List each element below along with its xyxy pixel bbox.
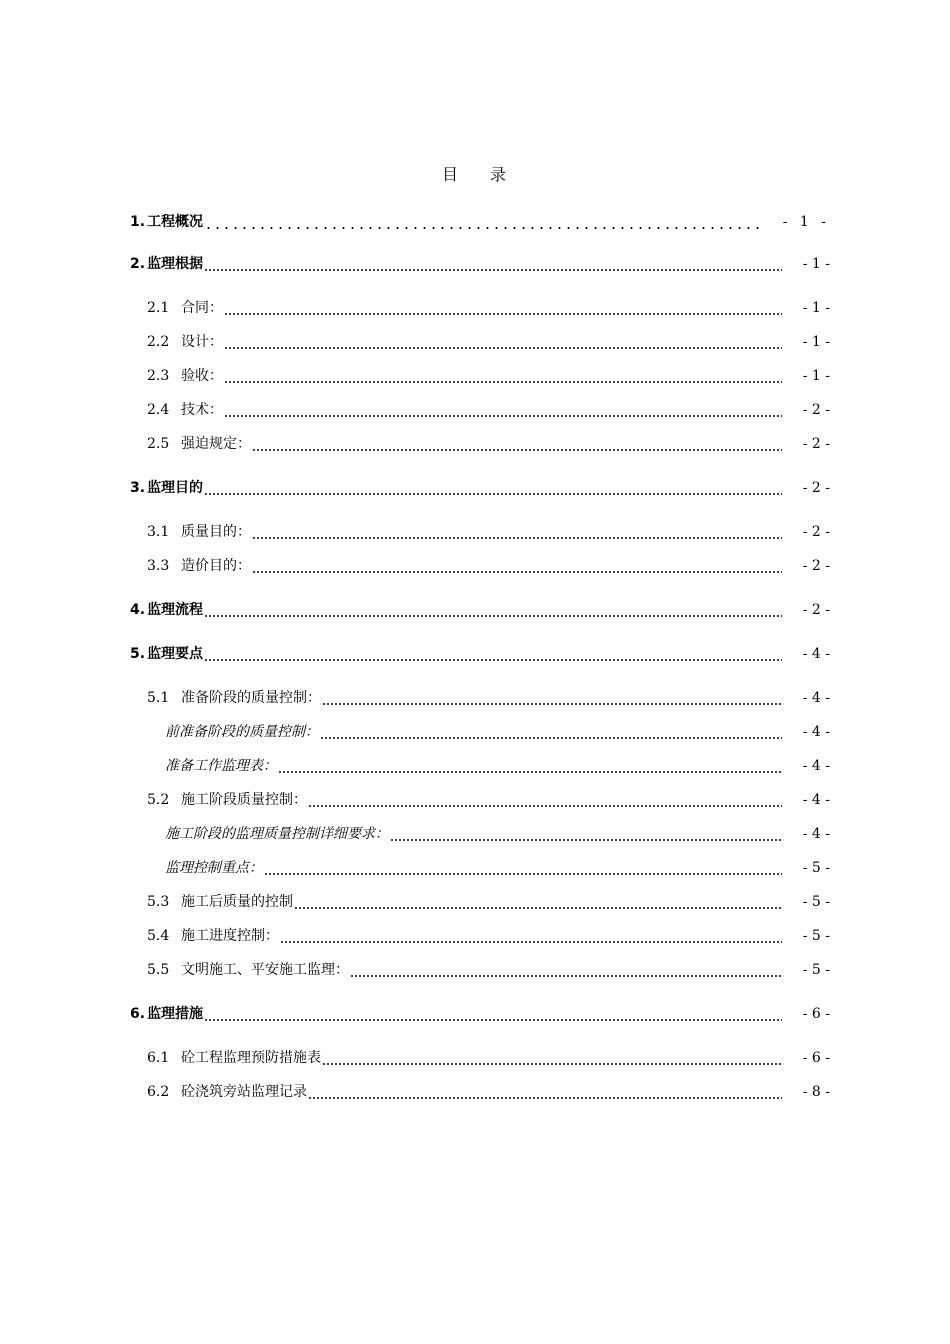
toc-entry-label <box>147 788 307 812</box>
toc-entry-page: - 1 - <box>802 334 830 350</box>
toc-entry-text: 监理流程 <box>147 602 204 618</box>
toc-dot-leader <box>224 398 782 422</box>
toc-entry-page: - 5 - <box>802 962 830 978</box>
toc-entry-page: - 4 - <box>802 758 830 774</box>
toc-dot-leader <box>264 856 782 880</box>
toc-dot-leader <box>308 788 782 812</box>
toc-entry-label <box>147 364 223 388</box>
toc-title-char: 录 <box>490 165 509 184</box>
toc-entry[interactable] <box>0 210 950 234</box>
toc-entry-page: - 8 - <box>802 1084 830 1100</box>
toc-entry-text: 前准备阶段的质量控制： <box>165 724 319 740</box>
toc-entry-label <box>147 1080 307 1104</box>
toc-title <box>0 162 950 185</box>
toc-entry-text: 监理措施 <box>147 1006 204 1022</box>
toc-entry-text: 准备工作监理表： <box>165 758 277 774</box>
toc-dot-leader <box>322 686 782 710</box>
toc-entry-page: - 6 - <box>802 1006 830 1022</box>
toc-entry-text: 准备阶段的质量控制： <box>181 690 321 706</box>
toc-entry-number: 2. <box>130 256 146 272</box>
toc-entry-page: - 4 - <box>802 724 830 740</box>
toc-dot-leader <box>224 296 782 320</box>
toc-dot-leader <box>308 1080 782 1104</box>
toc-entry-label <box>147 924 279 948</box>
toc-entry-page: - 4 - <box>802 690 830 706</box>
toc-entry-text: 文明施工、平安施工监理： <box>181 962 349 978</box>
toc-entry-text: 监理要点 <box>147 646 204 662</box>
toc-entry-number: 5.5 <box>147 962 170 978</box>
toc-entry-label <box>147 398 223 422</box>
toc-dot-leader <box>204 1002 782 1026</box>
toc-entry-number: 4. <box>130 602 146 618</box>
toc-entry-text: 施工阶段的监理质量控制详细要求： <box>165 826 389 842</box>
toc-entry-label <box>130 476 203 500</box>
toc-entry-label <box>130 598 203 622</box>
toc-entry-label <box>147 554 251 578</box>
toc-entry-number: 6.2 <box>147 1084 170 1100</box>
toc-entry-label <box>147 296 223 320</box>
toc-dot-leader <box>224 330 782 354</box>
toc-entry-page: - 5 - <box>802 860 830 876</box>
toc-entry[interactable] <box>0 554 950 578</box>
toc-entry-text: 监理根据 <box>147 256 204 272</box>
toc-entry-text: 施工阶段质量控制： <box>181 792 307 808</box>
toc-entry-label <box>130 1002 203 1026</box>
toc-entry-page: - 1 - <box>802 368 830 384</box>
toc-entry[interactable] <box>0 924 950 948</box>
toc-entry-text: 施工进度控制： <box>181 928 279 944</box>
toc-entry[interactable] <box>0 1046 950 1070</box>
toc-title-char: 目 <box>441 165 460 184</box>
toc-entry-text: 砼浇筑旁站监理记录 <box>181 1084 307 1100</box>
toc-entry[interactable] <box>0 642 950 666</box>
toc-entry-page: - 5 - <box>802 894 830 910</box>
toc-dot-leader <box>350 958 782 982</box>
toc-entry-label <box>147 958 349 982</box>
toc-dot-leader <box>204 252 782 276</box>
toc-entry[interactable] <box>0 1080 950 1104</box>
toc-entry-label <box>147 1046 321 1070</box>
toc-entry[interactable] <box>0 1002 950 1026</box>
toc-entry-label <box>147 330 223 354</box>
toc-entry-text: 验收： <box>181 368 223 384</box>
toc-entry-label <box>165 720 319 744</box>
toc-dot-leader <box>390 822 782 846</box>
toc-entry-number: 2.5 <box>147 436 170 452</box>
toc-entry-number: 3.3 <box>147 558 170 574</box>
toc-entry-number: 2.2 <box>147 334 170 350</box>
toc-entry-text: 砼工程监理预防措施表 <box>181 1050 321 1066</box>
toc-entry[interactable] <box>0 788 950 812</box>
toc-entry-page: - 2 - <box>802 480 830 496</box>
toc-entry-label <box>165 822 389 846</box>
toc-dot-leader <box>204 210 764 234</box>
toc-entry-text: 施工后质量的控制 <box>181 894 293 910</box>
toc-entry-text: 技术： <box>181 402 223 418</box>
toc-entry[interactable] <box>0 720 950 744</box>
toc-entry[interactable] <box>0 856 950 880</box>
toc-entry-text: 质量目的： <box>181 524 251 540</box>
toc-entry-number: 1. <box>130 214 146 230</box>
toc-entry-text: 合同： <box>181 300 223 316</box>
toc-entry-label <box>147 890 293 914</box>
toc-entry-text: 监理控制重点： <box>165 860 263 876</box>
toc-entry[interactable] <box>0 598 950 622</box>
toc-entry-label <box>147 520 251 544</box>
toc-entry-text: 造价目的： <box>181 558 251 574</box>
toc-entry-number: 2.4 <box>147 402 170 418</box>
toc-entry[interactable] <box>0 398 950 422</box>
toc-entry-text: 监理目的 <box>147 480 204 496</box>
toc-entry-number: 5.3 <box>147 894 170 910</box>
toc-entry[interactable] <box>0 958 950 982</box>
toc-dot-leader <box>252 520 782 544</box>
toc-entry-page: - 2 - <box>802 402 830 418</box>
toc-entry-page: - 2 - <box>802 524 830 540</box>
toc-entry[interactable] <box>0 476 950 500</box>
toc-entry[interactable] <box>0 330 950 354</box>
toc-entry-label <box>147 432 251 456</box>
toc-entry-number: 5.2 <box>147 792 170 808</box>
toc-entry-text: 设计： <box>181 334 223 350</box>
toc-entry-page: - 1 - <box>802 256 830 272</box>
toc-entry-number: 5.1 <box>147 690 170 706</box>
toc-entry-number: 3. <box>130 480 146 496</box>
toc-entry-page: - 4 - <box>802 826 830 842</box>
toc-entry[interactable] <box>0 822 950 846</box>
toc-entry-number: 5. <box>130 646 146 662</box>
toc-entry[interactable] <box>0 686 950 710</box>
toc-entry-number: 2.3 <box>147 368 170 384</box>
toc-entry-number: 6.1 <box>147 1050 170 1066</box>
toc-entry[interactable] <box>0 432 950 456</box>
toc-entry-number: 3.1 <box>147 524 170 540</box>
toc-entry-page: - 6 - <box>802 1050 830 1066</box>
toc-entry-number: 5.4 <box>147 928 170 944</box>
toc-entry-page: - 5 - <box>802 928 830 944</box>
toc-entry-label <box>165 856 263 880</box>
toc-dot-leader <box>252 554 782 578</box>
toc-dot-leader <box>278 754 782 778</box>
toc-entry-label <box>130 210 203 234</box>
toc-entry[interactable] <box>0 890 950 914</box>
toc-entry-number: 2.1 <box>147 300 170 316</box>
toc-entry-page: - 2 - <box>802 558 830 574</box>
toc-entry-label <box>130 642 203 666</box>
toc-dot-leader <box>280 924 782 948</box>
toc-entry-text: 工程概况 <box>147 214 204 230</box>
toc-dot-leader <box>204 598 782 622</box>
toc-dot-leader <box>320 720 782 744</box>
toc-dot-leader <box>224 364 782 388</box>
toc-entry-page: - 1 - <box>782 214 830 230</box>
toc-entry[interactable] <box>0 754 950 778</box>
toc-entry[interactable] <box>0 296 950 320</box>
toc-entry-label <box>147 686 321 710</box>
toc-dot-leader <box>294 890 782 914</box>
toc-entry-page: - 4 - <box>802 792 830 808</box>
toc-dot-leader <box>322 1046 782 1070</box>
toc-entry-text: 强迫规定： <box>181 436 251 452</box>
toc-dot-leader <box>252 432 782 456</box>
toc-entry[interactable] <box>0 364 950 388</box>
toc-dot-leader <box>204 476 782 500</box>
toc-entry-page: - 2 - <box>802 602 830 618</box>
toc-dot-leader <box>204 642 782 666</box>
toc-entry-page: - 1 - <box>802 300 830 316</box>
toc-entry[interactable] <box>0 520 950 544</box>
toc-entry-number: 6. <box>130 1006 146 1022</box>
toc-entry-page: - 2 - <box>802 436 830 452</box>
toc-entry[interactable] <box>0 252 950 276</box>
toc-entry-page: - 4 - <box>802 646 830 662</box>
toc-entry-label <box>130 252 203 276</box>
toc-entry-label <box>165 754 277 778</box>
